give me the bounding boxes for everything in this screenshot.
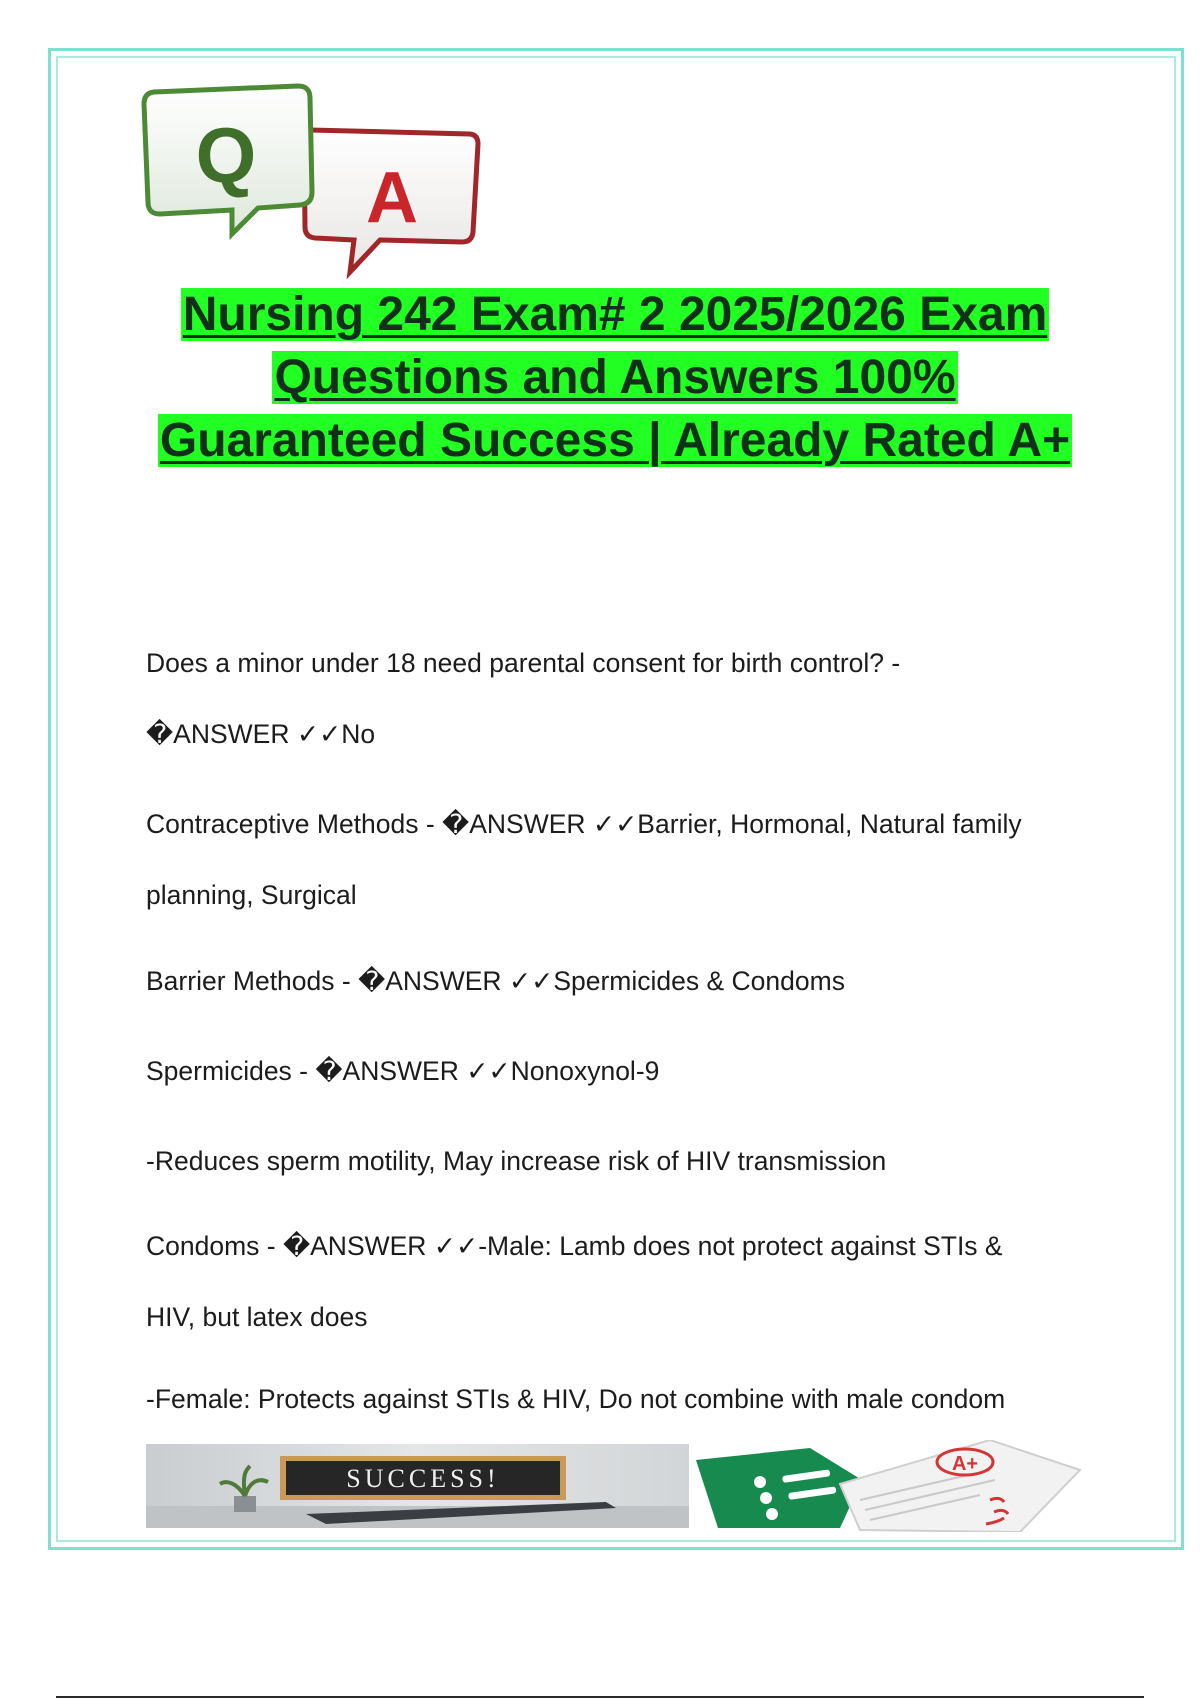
title-line-2: Questions and Answers 100% (274, 351, 956, 404)
qa-line: Spermicides - �ANSWER ✓✓Nonoxynol-9 (146, 1056, 660, 1086)
success-sign-text: SUCCESS! (346, 1464, 500, 1493)
page-bottom-rule (56, 1696, 1144, 1698)
q-letter: Q (195, 111, 257, 199)
qa-line: Contraceptive Methods - �ANSWER ✓✓Barrier, Hormonal, Natural family (146, 809, 1022, 839)
document-title (120, 283, 1110, 472)
title-line-1: Nursing 242 Exam# 2 2025/2026 Exam (182, 288, 1048, 341)
qa-line: Does a minor under 18 need parental consent for birth control? - (146, 648, 901, 678)
grade-badge-text: A+ (951, 1453, 979, 1475)
success-banner-image (146, 1444, 689, 1528)
qa-line: Barrier Methods - �ANSWER ✓✓Spermicides & Condoms (146, 966, 845, 996)
qa-line: �ANSWER ✓✓No (146, 719, 376, 749)
qa-line: Condoms - �ANSWER ✓✓-Male: Lamb does not protect against STIs & (146, 1231, 1003, 1261)
qa-logo (140, 82, 490, 292)
qa-line: -Female: Protects against STIs & HIV, Do not combine with male condom (146, 1384, 1006, 1414)
a-letter: A (366, 158, 418, 238)
qa-line: HIV, but latex does (146, 1302, 368, 1332)
graded-paper-image (690, 1440, 1085, 1532)
qa-line: -Reduces sperm motility, May increase risk of HIV transmission (146, 1146, 887, 1176)
qa-line: planning, Surgical (146, 880, 357, 910)
title-line-3: Guaranteed Success | Already Rated A+ (159, 414, 1071, 467)
